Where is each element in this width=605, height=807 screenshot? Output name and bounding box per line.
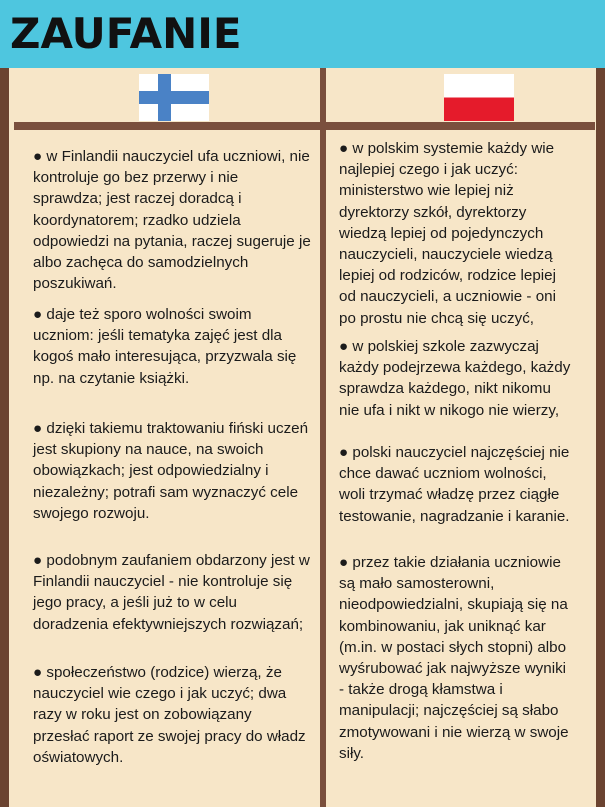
finland-point-1: ● w Finlandii nauczyciel ufa uczniowi, nie kontroluje go bez przerwy i nie sprawdza; jest raczej doradcą i koordynatorem; rzadko udziela odpowiedzi na pytania, raczej sugeruje je albo zachęca do samodzielnych poszukiwań. xyxy=(33,148,311,293)
finland-point-5: ● społeczeństwo (rodzice) wierzą, że nauczyciel wie czego i jak uczyć; dwa razy w roku jest on zobowiązany przesłać raport ze swojej pracy do władz oświatowych. xyxy=(33,664,306,766)
page-title: ZAUFANIE xyxy=(10,9,242,58)
finland-point-4: ● podobnym zaufaniem obdarzony jest w Finlandii nauczyciel - nie kontroluje się jego pracy, a jeśli już to w celu doradzenia efektywniejszych rozwiązań; xyxy=(33,552,310,633)
column-divider xyxy=(320,68,326,807)
finland-flag-icon xyxy=(139,74,209,121)
poland-flag-icon xyxy=(444,74,514,121)
poland-point-4: ● przez takie działania uczniowie są mało samosterowni, nieodpowiedzialni, skupiają się na kombinowaniu, jak uniknąć kar (m.in. w postaci słych stopni) albo wyśrubować jak najwyższe wyniki - także drogą kłamstwa i manipulacji; najczęściej są słabo zmotywowani i nie wierzą w swoje siły. xyxy=(339,554,569,762)
poland-point-2: ● w polskiej szkole zazwyczaj każdy podejrzewa każdego, każdy sprawdza każdego, nikt nikomu nie ufa i nikt w nikogo nie wierzy, xyxy=(339,338,571,419)
poland-point-1: ● w polskim systemie każdy wie najlepiej czego i jak uczyć: ministerstwo wie lepiej niż dyrektorzy szkół, dyrektorzy wiedzą lepiej od pojedynczych nauczycieli, nauczyciele wiedzą lepiej od rodziców, rodzice lepiej od nauczycieli, a uczniowie - oni po prostu nie chcą się uczyć, xyxy=(339,140,556,327)
header-bar xyxy=(0,0,605,68)
frame-left xyxy=(0,68,9,807)
finland-point-3: ● dzięki takiemu traktowaniu fiński uczeń jest skupiony na nauce, na swoich obowiązkach; jest odpowiedzialny i niezależny; potrafi sam wyznaczyć cele swojego rozwoju. xyxy=(33,420,309,522)
header-divider xyxy=(14,122,595,130)
finland-point-2: ● daje też sporo wolności swoim uczniom: jeśli tematyka zajęć jest dla kogoś mało interesująca, przyzwala się np. na czytanie książki. xyxy=(33,306,297,387)
poland-point-3: ● polski nauczyciel najczęściej nie chce dawać uczniom wolności, woli trzymać władzę przez ciągłe testowanie, nagradzanie i karanie. xyxy=(339,444,570,525)
frame-right xyxy=(596,68,605,807)
